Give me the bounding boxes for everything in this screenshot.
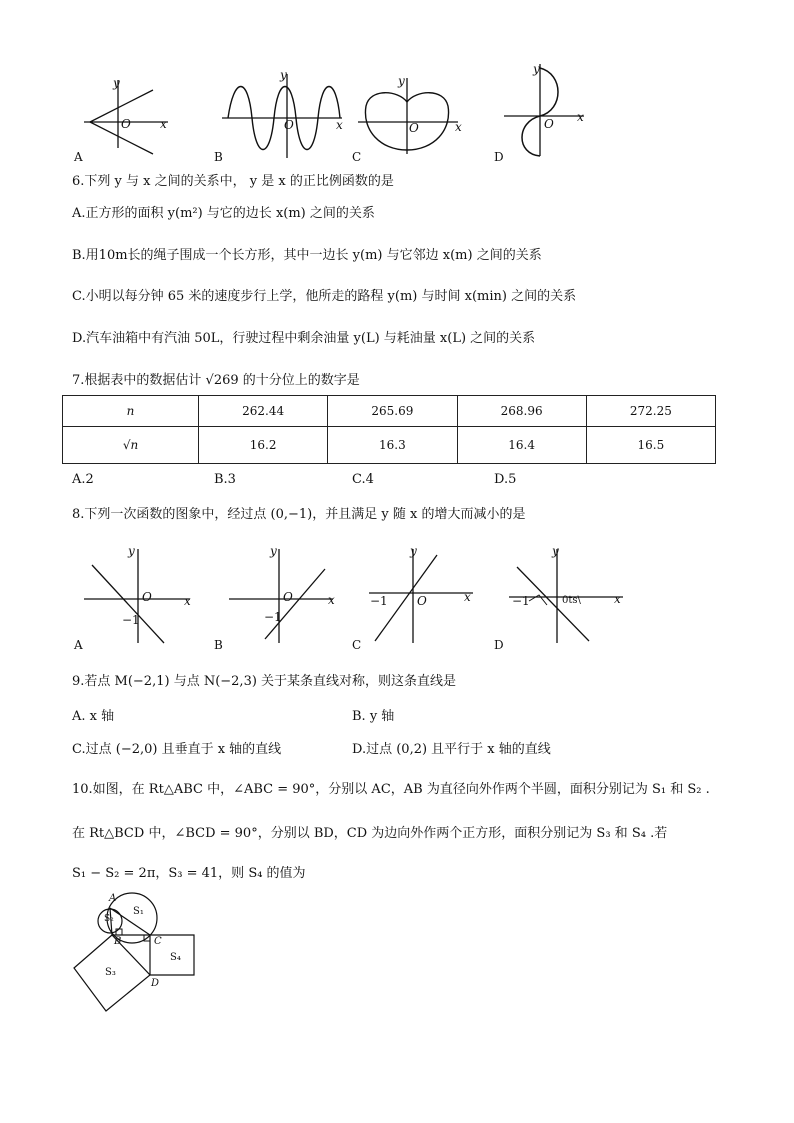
y-axis-label: y	[280, 68, 287, 82]
minus-one-label: −1	[512, 594, 530, 608]
table-row	[63, 396, 716, 427]
q7-table	[62, 395, 716, 464]
y-axis-label: y	[410, 544, 417, 558]
q5-graph-b-svg	[218, 70, 348, 160]
q5-option-d: D	[494, 150, 504, 164]
x-axis-label: x	[577, 110, 584, 124]
q10-line-3: S₁ − S₂ = 2π，S₃ = 41，则 S₄ 的值为	[72, 866, 306, 881]
x-axis-label: x	[160, 117, 167, 131]
origin-label: O	[283, 590, 293, 604]
q5-option-a: A	[74, 150, 83, 164]
table-row	[63, 427, 716, 464]
table-cell: 262.44	[199, 396, 328, 427]
q8-stem: 8.下列一次函数的图象中，经过点 (0,−1)，并且满足 y 随 x 的增大而减小的是	[72, 507, 526, 522]
table-cell: 16.4	[457, 427, 586, 464]
q9-option-b: B. y 轴	[352, 709, 395, 724]
q10-line-1: 10.如图，在 Rt△ABC 中，∠ABC = 90°，分别以 AC，AB 为直径向外作两个半圆，面积分别记为 S₁ 和 S₂ .	[72, 782, 710, 797]
y-axis-label: y	[270, 544, 277, 558]
table-cell-header: n	[63, 396, 199, 427]
q5-graph-a-svg	[78, 70, 178, 150]
x-axis-label: x	[184, 594, 191, 608]
minus-one-label: −1	[264, 610, 282, 624]
table-cell: 16.2	[199, 427, 328, 464]
q8-option-d: D	[494, 638, 504, 652]
q6-option-c: C.小明以每分钟 65 米的速度步行上学，他所走的路程 y(m) 与时间 x(min) 之间的关系	[72, 289, 577, 304]
q8-option-b: B	[214, 638, 223, 652]
x-axis-label: x	[455, 120, 462, 134]
y-axis-label: y	[533, 62, 540, 76]
minus-one-label: −1	[370, 594, 388, 608]
q7-option-c: C.4	[352, 472, 374, 487]
q5-option-b: B	[214, 150, 223, 164]
table-cell: 272.25	[586, 396, 715, 427]
y-axis-label: y	[552, 544, 559, 558]
x-axis-label: x	[336, 118, 343, 132]
area-s4-label: S₄	[170, 952, 181, 963]
scribble-annotation: 0ts\	[562, 595, 581, 606]
origin-label: O	[121, 117, 131, 131]
q5-option-c: C	[352, 150, 362, 164]
y-axis-label: y	[398, 74, 405, 88]
q8-option-c: C	[352, 638, 362, 652]
q5-graph-c-svg	[352, 72, 462, 162]
q9-option-a: A. x 轴	[72, 709, 115, 724]
origin-label: O	[284, 118, 294, 132]
table-cell: 16.5	[586, 427, 715, 464]
q9-option-d: D.过点 (0,2) 且平行于 x 轴的直线	[352, 742, 551, 757]
q10-line-2: 在 Rt△BCD 中，∠BCD = 90°，分别以 BD，CD 为边向外作两个正方形，面积分别记为 S₃ 和 S₄ .若	[72, 826, 668, 841]
table-cell: 268.96	[457, 396, 586, 427]
x-axis-label: x	[614, 592, 621, 606]
origin-label: O	[409, 121, 419, 135]
q6-stem: 6.下列 y 与 x 之间的关系中， y 是 x 的正比例函数的是	[72, 174, 394, 189]
x-axis-label: x	[464, 590, 471, 604]
y-axis-label: y	[128, 544, 135, 558]
q6-option-d: D.汽车油箱中有汽油 50L，行驶过程中剩余油量 y(L) 与耗油量 x(L) 之间的关系	[72, 331, 536, 346]
q8-graph-a-svg	[80, 545, 200, 645]
x-axis-label: x	[328, 593, 335, 607]
q8-option-a: A	[74, 638, 83, 652]
table-cell: 16.3	[328, 427, 457, 464]
q7-option-d: D.5	[494, 472, 517, 487]
area-s2-label: S₂	[104, 914, 114, 924]
y-axis-label: y	[113, 76, 120, 90]
area-s3-label: S₃	[105, 967, 116, 978]
origin-label: O	[544, 117, 554, 131]
q9-option-c: C.过点 (−2,0) 且垂直于 x 轴的直线	[72, 742, 282, 757]
table-cell: 265.69	[328, 396, 457, 427]
q7-stem: 7.根据表中的数据估计 √269 的十分位上的数字是	[72, 373, 360, 388]
origin-label: O	[142, 590, 152, 604]
q6-option-a: A.正方形的面积 y(m²) 与它的边长 x(m) 之间的关系	[72, 206, 375, 221]
q7-option-a: A.2	[72, 472, 94, 487]
area-s1-label: S₁	[133, 906, 144, 917]
q7-option-b: B.3	[214, 472, 236, 487]
q6-option-b: B.用10m长的绳子围成一个长方形，其中一边长 y(m) 与它邻边 x(m) 之间的关系	[72, 248, 542, 263]
table-cell-header: √n	[63, 427, 199, 464]
point-b-label: B	[114, 936, 122, 947]
minus-one-label: −1	[122, 613, 140, 627]
q9-stem: 9.若点 M(−2,1) 与点 N(−2,3) 关于某条直线对称，则这条直线是	[72, 674, 457, 689]
origin-label: O	[417, 594, 427, 608]
point-c-label: C	[154, 936, 162, 947]
point-a-label: A	[109, 893, 117, 904]
point-d-label: D	[151, 978, 160, 989]
